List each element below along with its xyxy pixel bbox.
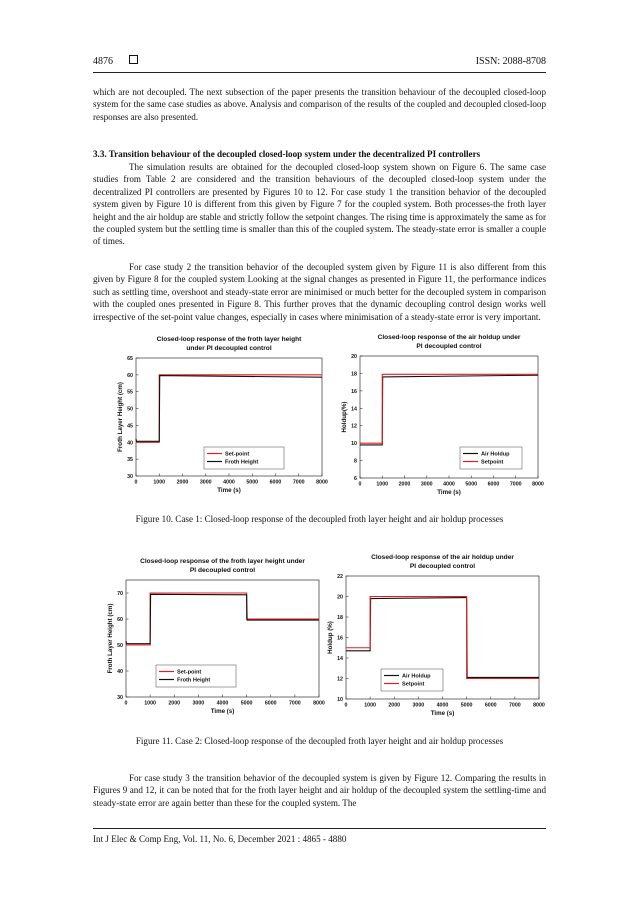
x-tick-label: 3000: [192, 700, 205, 707]
y-tick-label: 14: [337, 656, 343, 662]
y-tick-label: 50: [127, 406, 133, 413]
chart-air-holdup-case1: [341, 334, 544, 496]
x-tick-label: 6000: [264, 700, 277, 707]
x-tick-label: 4000: [223, 479, 235, 486]
y-tick-label: 14: [351, 406, 357, 413]
legend-entry: Set-point: [225, 451, 250, 458]
x-tick-label: 0: [134, 479, 138, 486]
legend-box: [204, 447, 284, 469]
x-axis-label: Time (s): [437, 489, 461, 496]
x-tick-label: 4000: [443, 481, 455, 488]
y-tick-label: 22: [337, 574, 343, 580]
y-tick-label: 16: [337, 635, 343, 642]
x-tick-label: 4000: [216, 700, 229, 707]
y-tick-label: 35: [127, 457, 133, 464]
issn-label: ISSN: 2088-8708: [475, 56, 546, 67]
chart-froth-height-case1: [117, 336, 328, 494]
square-icon: [129, 55, 138, 64]
x-tick-label: 5000: [465, 481, 478, 488]
page-header: [93, 52, 546, 70]
figure-11: [108, 543, 543, 723]
y-tick-label: 12: [351, 423, 357, 430]
footer-journal: Int J Elec & Comp Eng, Vol. 11, No. 6, December 2021 : 4865 - 4880: [93, 834, 347, 844]
legend-box: [156, 665, 236, 687]
x-tick-label: 3000: [412, 702, 425, 709]
x-tick-label: 8000: [533, 702, 545, 709]
figure-10-svg: [108, 328, 543, 500]
y-tick-label: 6: [354, 476, 357, 482]
x-tick-label: 3000: [420, 481, 433, 488]
y-tick-label: 65: [127, 356, 133, 362]
y-tick-label: 60: [117, 617, 123, 623]
x-tick-label: 2000: [168, 700, 181, 707]
legend-box: [381, 669, 443, 691]
x-tick-label: 7000: [288, 700, 301, 707]
y-tick-label: 70: [117, 591, 123, 597]
x-tick-label: 3000: [199, 479, 212, 486]
x-tick-label: 5000: [240, 700, 253, 707]
x-tick-label: 6000: [484, 702, 497, 709]
y-axis-label: Froth Layer Height (cm): [117, 382, 124, 452]
y-tick-label: 50: [117, 643, 123, 649]
y-tick-label: 10: [351, 441, 357, 448]
y-tick-label: 10: [337, 697, 343, 703]
paragraph-intro: which are not decoupled. The next subsection of the paper presents the transition behaviour of the decoupled closed-loop system for the same case studies as above. Analysis and comparison of the results of the coupled and decoupled closed-loop responses are also presented.: [93, 87, 546, 122]
y-tick-label: 55: [127, 389, 133, 396]
x-tick-label: 5000: [246, 479, 259, 486]
y-axis-label: Froth Layer Height (cm): [107, 603, 114, 674]
chart-title-line: Closed-loop response of the air holdup under: [371, 554, 514, 561]
figure-11-svg: [108, 543, 543, 723]
x-tick-label: 2000: [398, 481, 411, 488]
x-tick-label: 8000: [313, 700, 325, 707]
legend-entry: Froth Height: [177, 677, 211, 684]
chart-title-line: PI decoupled control: [416, 343, 482, 350]
x-axis-label: Time (s): [430, 710, 455, 717]
figure-11-caption: Figure 11. Case 2: Closed-loop response of the decoupled froth layer height and air holdup processes: [135, 736, 504, 746]
x-tick-label: 1000: [144, 700, 157, 707]
y-tick-label: 8: [354, 458, 357, 465]
x-tick-label: 6000: [269, 479, 282, 486]
y-tick-label: 30: [127, 474, 133, 480]
chart-title-line: Closed-loop response of the air holdup under: [377, 334, 521, 341]
legend-entry: Setpoint: [402, 681, 425, 688]
x-tick-label: 5000: [460, 702, 473, 709]
chart-title-line: Closed-loop response of the froth layer height: [156, 336, 302, 343]
x-axis-label: Time (s): [210, 708, 235, 715]
x-tick-label: 4000: [436, 702, 449, 709]
y-tick-label: 18: [337, 615, 343, 621]
chart-title-line: PI decoupled control: [409, 563, 476, 570]
legend-entry: Air Holdup: [481, 451, 510, 458]
x-tick-label: 7000: [508, 702, 521, 709]
x-tick-label: 8000: [316, 479, 328, 486]
page-number: 4876: [93, 56, 113, 67]
legend-entry: Setpoint: [481, 459, 504, 466]
figure-10: [108, 328, 543, 500]
y-tick-label: 12: [337, 676, 343, 683]
chart-froth-height-case2: [107, 558, 325, 715]
x-tick-label: 7000: [292, 479, 305, 486]
y-tick-label: 18: [351, 371, 357, 378]
y-tick-label: 40: [117, 669, 123, 675]
x-axis-label: Time (s): [217, 487, 241, 494]
chart-title-line: Closed-loop response of the froth layer height under: [140, 558, 305, 565]
x-tick-label: 0: [344, 702, 348, 709]
paragraph-case3: For case study 3 the transition behavior of the decoupled system is given by Figure 12. Comparing the results in Figures 9 and 12, it can be noted that for the froth layer height and air holdup of the decoupled system the settling-time and steady-state error are again better than these for the coupled system. The: [93, 773, 546, 808]
x-tick-label: 0: [358, 481, 362, 488]
legend-entry: Froth Height: [225, 459, 259, 466]
y-tick-label: 20: [351, 354, 357, 360]
x-tick-label: 2000: [388, 702, 401, 709]
paragraph-case1: The simulation results are obtained for the decoupled closed-loop system shown on Figure 6. The same case studies from Table 2 are considered and the transition behaviours of the decoupled closed-loop system under the decentralized PI controllers are presented by Figures 10 to 12. For case study 1 the transition behavior of the decoupled system given by Figure 10 is different from this given by Figure 7 for the coupled system. Both processes-the froth layer height and the air holdup are stable and strictly follow the setpoint changes. The rising time is approximately the same as for the coupled system but the settling time is smaller than this of the coupled system. The steady-state error is smaller a couple of times.: [93, 162, 546, 247]
chart-air-holdup-case2: [327, 554, 545, 717]
figure-10-caption: Figure 10. Case 1: Closed-loop response of the decoupled froth layer height and air holdup processes: [135, 514, 504, 524]
x-tick-label: 7000: [509, 481, 522, 488]
legend-entry: Air Holdup: [402, 673, 431, 680]
x-tick-label: 6000: [487, 481, 500, 488]
y-axis-label: Holdup (%): [327, 621, 334, 654]
chart-title-line: under PI decoupled control: [186, 345, 272, 352]
x-tick-label: 8000: [532, 481, 544, 488]
x-tick-label: 1000: [153, 479, 166, 486]
y-tick-label: 45: [127, 423, 133, 430]
y-axis-label: Holdup(%): [341, 401, 348, 433]
y-tick-label: 20: [337, 594, 343, 601]
legend-box: [460, 447, 522, 469]
y-tick-label: 30: [117, 695, 123, 701]
y-tick-label: 40: [127, 440, 133, 447]
x-tick-label: 2000: [176, 479, 189, 486]
legend-entry: Set-point: [177, 669, 202, 676]
footer-rule: [93, 828, 546, 829]
header-rule: [93, 72, 546, 73]
x-tick-label: 0: [124, 700, 128, 707]
section-heading: 3.3. Transition behaviour of the decoupled closed-loop system under the decentralized PI controllers: [93, 149, 481, 159]
y-tick-label: 60: [127, 372, 133, 379]
x-tick-label: 1000: [364, 702, 377, 709]
paragraph-case2: For case study 2 the transition behavior of the decoupled system given by Figure 11 is also different from this given by Figure 8 for the coupled system Looking at the signal changes as presented in Figure 11, the performance indices such as settling time, overshoot and steady-state error are minimised or much better for the decoupled system in comparison with the coupled ones presented in Figure 8. This further proves that the dynamic decoupling control design works well irrespective of the set-point value changes, especially in cases where minimisation of a steady-state error is very important.: [93, 262, 546, 322]
y-tick-label: 16: [351, 388, 357, 395]
chart-title-line: PI decoupled control: [189, 567, 256, 574]
x-tick-label: 1000: [376, 481, 389, 488]
